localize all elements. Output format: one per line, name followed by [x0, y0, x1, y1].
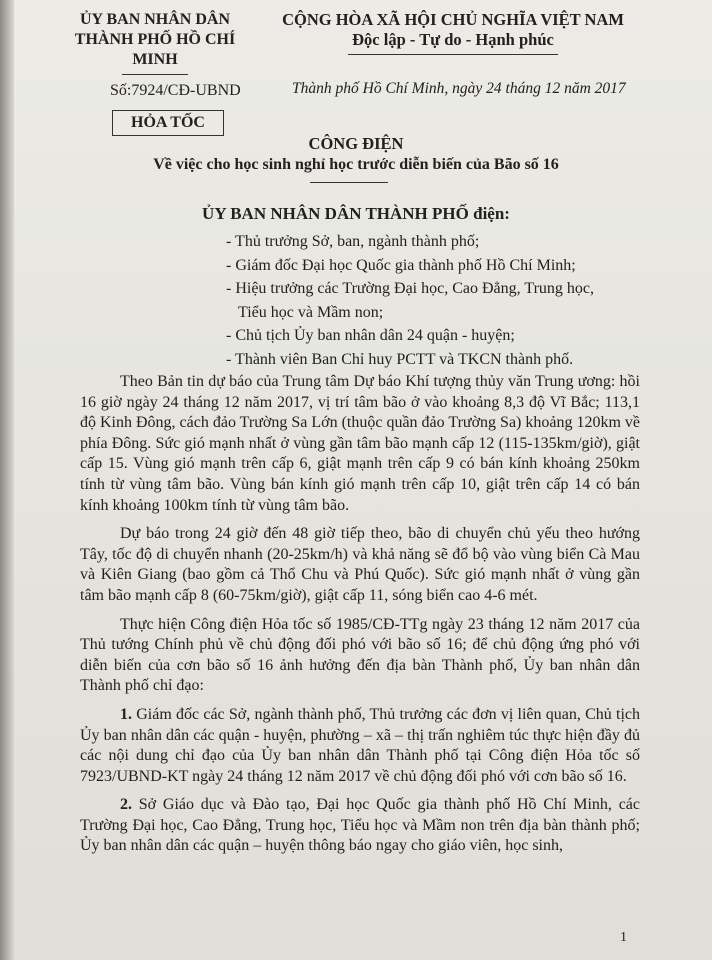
nation-underline — [348, 54, 558, 55]
document-body — [80, 372, 640, 865]
recipient-item: Tiểu học và Mầm non; — [238, 303, 384, 321]
urgency-badge: HỎA TỐC — [112, 110, 224, 136]
recipient-item: - Thủ trưởng Sở, ban, ngành thành phố; — [226, 233, 480, 250]
place-date: Thành phố Hồ Chí Minh, ngày 24 tháng 12 năm 2017 — [292, 80, 626, 97]
paragraph-directive-1 — [80, 705, 640, 787]
document-number: Số:7924/CĐ-UBND — [110, 82, 241, 99]
paragraph-directive-2 — [80, 795, 640, 857]
recipient-item: - Giám đốc Đại học Quốc gia thành phố Hồ Chí Minh; — [226, 256, 576, 274]
nation-line-2: Độc lập - Tự do - Hạnh phúc — [352, 30, 554, 49]
item-text: Sở Giáo dục và Đào tạo, Đại học Quốc gia thành phố Hồ Chí Minh, các Trường Đại học, Cao Đẳng, Trung học, Tiểu học và Mầm non trên địa bàn thành phố; Ủy ban nhân dân các quận – huyện thông báo ngay cho giáo viên, học sinh, — [80, 796, 640, 855]
agency-line-1: ỦY BAN NHÂN DÂN — [79, 11, 231, 28]
recipient-list — [226, 230, 656, 371]
agency-line-2: THÀNH PHỐ HỒ CHÍ MINH — [74, 31, 236, 68]
title-divider — [310, 182, 388, 183]
agency-header — [60, 10, 250, 75]
document-title: CÔNG ĐIỆN — [308, 134, 404, 153]
page-number: 1 — [620, 930, 627, 945]
nation-header — [268, 10, 638, 55]
item-text: Giám đốc các Sở, ngành thành phố, Thủ trưởng các đơn vị liên quan, Chủ tịch Ủy ban nhân dân các quận - huyện, phường – xã – thị trấn nghiêm túc thực hiện đầy đủ các nội dung chỉ đạo của Ủy ban nhân dân Thành phố tại Công điện Hỏa tốc số 7923/UBND-KT ngày 24 tháng 12 năm 2017 về chủ động đối phó với cơn bão số 16. — [80, 705, 640, 785]
recipient-item: - Thành viên Ban Chỉ huy PCTT và TKCN thành phố. — [226, 350, 574, 368]
agency-underline — [122, 74, 188, 75]
paragraph-forecast: Theo Bản tin dự báo của Trung tâm Dự báo Khí tượng thủy văn Trung ương: hồi 16 giờ ngày 24 tháng 12 năm 2017, vị trí tâm bão ở vào khoảng 8,3 độ Vĩ Bắc; 113,1 độ Kinh Đông, cách đảo Trường Sa Lớn (thuộc quần đảo Trường Sa) khoảng 120km về phía Đông. Sức gió mạnh nhất ở vùng gần tâm bão mạnh cấp 12 (115-135km/giờ), giật cấp 15. Vùng gió mạnh trên cấp 6, giật mạnh trên cấp 9 có bán kính khoảng 250km tính từ vùng tâm bão. Vùng bán kính gió mạnh trên cấp 10, giật trên cấp 14 có bán kính khoảng 100km tính từ vùng tâm bão. — [80, 373, 641, 514]
document-subtitle: Về việc cho học sinh nghỉ học trước diễn biến của Bão số 16 — [153, 156, 559, 173]
recipient-item: - Hiệu trưởng các Trường Đại học, Cao Đẳng, Trung học, — [226, 280, 595, 297]
recipient-item: - Chủ tịch Ủy ban nhân dân 24 quận - huyện; — [226, 327, 515, 344]
item-number: 2. — [120, 796, 132, 814]
address-line: ỦY BAN NHÂN DÂN THÀNH PHỐ điện: — [202, 204, 510, 223]
paragraph-directive-intro: Thực hiện Công điện Hỏa tốc số 1985/CĐ-TTg ngày 23 tháng 12 năm 2017 của Thủ tướng Chính phủ về chủ động đối phó với bão số 16; để chủ động ứng phó với diễn biến của cơn bão số 16 ảnh hưởng đến địa bàn Thành phố, Ủy ban nhân dân Thành phố chỉ đạo: — [80, 615, 640, 695]
nation-line-1: CỘNG HÒA XÃ HỘI CHỦ NGHĨA VIỆT NAM — [282, 10, 624, 29]
item-number: 1. — [120, 705, 132, 723]
paragraph-outlook: Dự báo trong 24 giờ đến 48 giờ tiếp theo, bão di chuyển chủ yếu theo hướng Tây, tốc độ di chuyển nhanh (20-25km/h) và khả năng sẽ đổ bộ vào vùng biển Cà Mau và Kiên Giang (bao gồm cả Thổ Chu và Phú Quốc). Sức gió mạnh nhất ở vùng gần tâm bão mạnh cấp 8 (60-75km/giờ), giật cấp 11, sóng biển cao 4-6 mét. — [80, 525, 640, 604]
